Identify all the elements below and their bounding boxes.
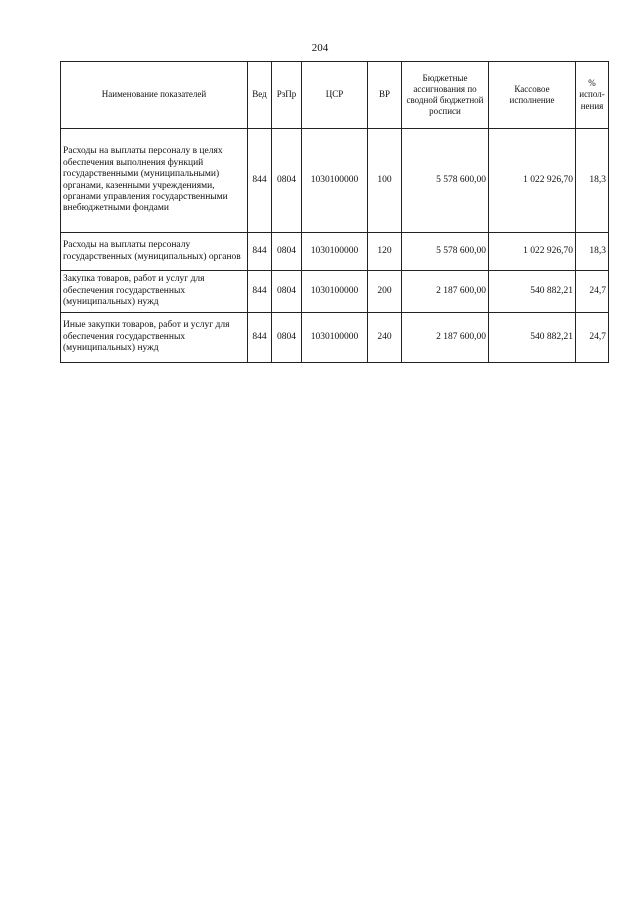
row-csr: 1030100000 [302, 233, 368, 271]
table-header-row [61, 62, 609, 129]
row-name: Закупка товаров, работ и услуг для обеспечения государственных (муниципальных) нужд [61, 271, 248, 313]
row-vr: 200 [368, 271, 402, 313]
row-cash: 540 882,21 [489, 271, 576, 313]
row-percent: 18,3 [576, 129, 609, 233]
row-ved: 844 [248, 271, 272, 313]
header-csr: ЦСР [302, 62, 368, 129]
header-name: Наименование показателей [61, 62, 248, 129]
row-ved: 844 [248, 313, 272, 363]
table-row [61, 313, 609, 363]
row-budget: 5 578 600,00 [402, 129, 489, 233]
row-percent: 24,7 [576, 271, 609, 313]
row-vr: 120 [368, 233, 402, 271]
header-percent: % испол-нения [576, 62, 609, 129]
row-rzpr: 0804 [272, 271, 302, 313]
header-ved: Вед [248, 62, 272, 129]
table-row [61, 271, 609, 313]
header-cash: Кассовое исполнение [489, 62, 576, 129]
row-percent: 18,3 [576, 233, 609, 271]
row-vr: 240 [368, 313, 402, 363]
row-ved: 844 [248, 233, 272, 271]
header-rzpr: РзПр [272, 62, 302, 129]
header-vr: ВР [368, 62, 402, 129]
row-budget: 2 187 600,00 [402, 313, 489, 363]
row-name: Иные закупки товаров, работ и услуг для обеспечения государственных (муниципальных) нужд [61, 313, 248, 363]
row-name: Расходы на выплаты персоналу государственных (муниципальных) органов [61, 233, 248, 271]
row-csr: 1030100000 [302, 271, 368, 313]
row-budget: 2 187 600,00 [402, 271, 489, 313]
header-budget: Бюджетные ассигнования по сводной бюджетной росписи [402, 62, 489, 129]
row-name: Расходы на выплаты персоналу в целях обеспечения выполнения функций государственными (муниципальными) органами, казенными учреждениями, органами управления государственными внебюджетными фондами [61, 129, 248, 233]
table-row [61, 129, 609, 233]
row-csr: 1030100000 [302, 129, 368, 233]
row-rzpr: 0804 [272, 129, 302, 233]
row-budget: 5 578 600,00 [402, 233, 489, 271]
budget-execution-table [60, 61, 609, 363]
row-rzpr: 0804 [272, 233, 302, 271]
row-cash: 540 882,21 [489, 313, 576, 363]
row-cash: 1 022 926,70 [489, 129, 576, 233]
row-percent: 24,7 [576, 313, 609, 363]
page-number: 204 [311, 42, 329, 54]
table-row [61, 233, 609, 271]
row-vr: 100 [368, 129, 402, 233]
row-cash: 1 022 926,70 [489, 233, 576, 271]
row-rzpr: 0804 [272, 313, 302, 363]
row-ved: 844 [248, 129, 272, 233]
row-csr: 1030100000 [302, 313, 368, 363]
